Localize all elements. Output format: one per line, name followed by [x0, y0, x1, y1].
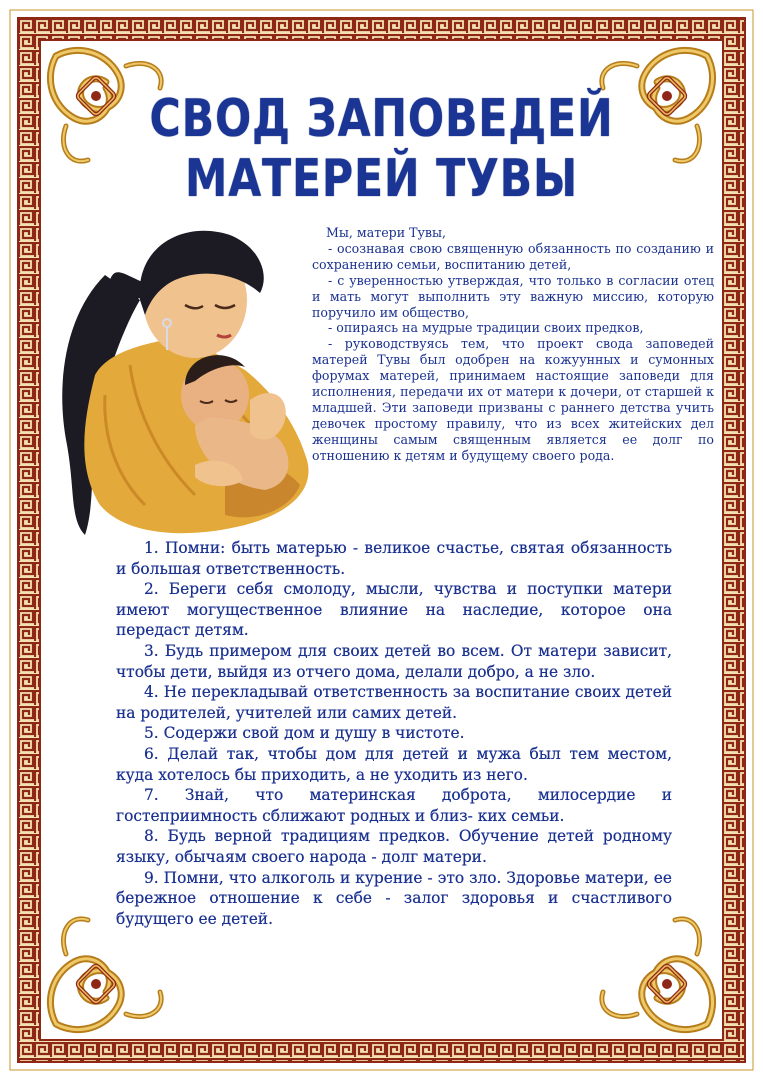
commandment-item: 7. Знай, что материнская доброта, милосердие и гостеприимность сближают родных и близ- ких семьи. [116, 786, 672, 825]
commandment-item: 1. Помни: быть матерью - великое счастье, святая обязанность и большая ответственность. [116, 539, 672, 578]
commandments-list [116, 538, 672, 929]
intro-lead: Мы, матери Тувы, [326, 225, 447, 240]
intro-text [312, 225, 714, 464]
page-title-line2: МАТЕРЕЙ ТУВЫ [184, 149, 579, 209]
intro-point: - опираясь на мудрые традиции своих предков, [328, 320, 644, 336]
commandment-item: 4. Не перекладывай ответственность за воспитание своих детей на родителей, учителей или самих детей. [116, 683, 672, 722]
commandment-item: 2. Береги себя смолоду, мысли, чувства и поступки матери имеют могущественное влияние на наследие, которое она передаст детям. [116, 580, 672, 640]
commandment-item: 9. Помни, что алкоголь и курение - это зло. Здоровье матери, ее бережное отношение к себе - залог здоровья и счастливого будущего ее детей. [116, 868, 672, 928]
commandment-item: 8. Будь верной традициям предков. Обучение детей родному языку, обычаям своего народа - долг матери. [116, 827, 672, 866]
mother-and-child-illustration [45, 205, 320, 545]
commandment-item: 3. Будь примером для своих детей во всем. От матери зависит, чтобы дети, выйдя из отчего дома, делали добро, а не зло. [116, 641, 672, 681]
intro-point: - осознавая свою священную обязанность по созданию и сохранению семьи, воспитанию детей, [312, 240, 714, 272]
intro-point: - с уверенностью утверждая, что только в согласии отец и мать могут выполнить эту важную миссию, которую поручило им общество, [312, 272, 714, 320]
commandment-item: 6. Делай так, чтобы дом для детей и мужа был тем местом, куда хотелось бы приходить, а не уходить из него. [116, 744, 672, 784]
commandment-item: 5. Содержи свой дом и душу в чистоте. [144, 724, 465, 743]
intro-point: - руководствуясь тем, что проект свода заповедей матерей Тувы был одобрен на кожуунных и сумонных форумах матерей, принимаем настоящие заповеди для исполнения, передачи их от матери к дочери, от старшей к младшей. Эти заповеди призваны с раннего детства учить девочек простому правилу, что из всех житейских дел женщины самым священным является ее долг по отношению к детям и будущему своего рода. [312, 336, 714, 463]
page-title-line1: СВОД ЗАПОВЕДЕЙ [149, 89, 614, 149]
